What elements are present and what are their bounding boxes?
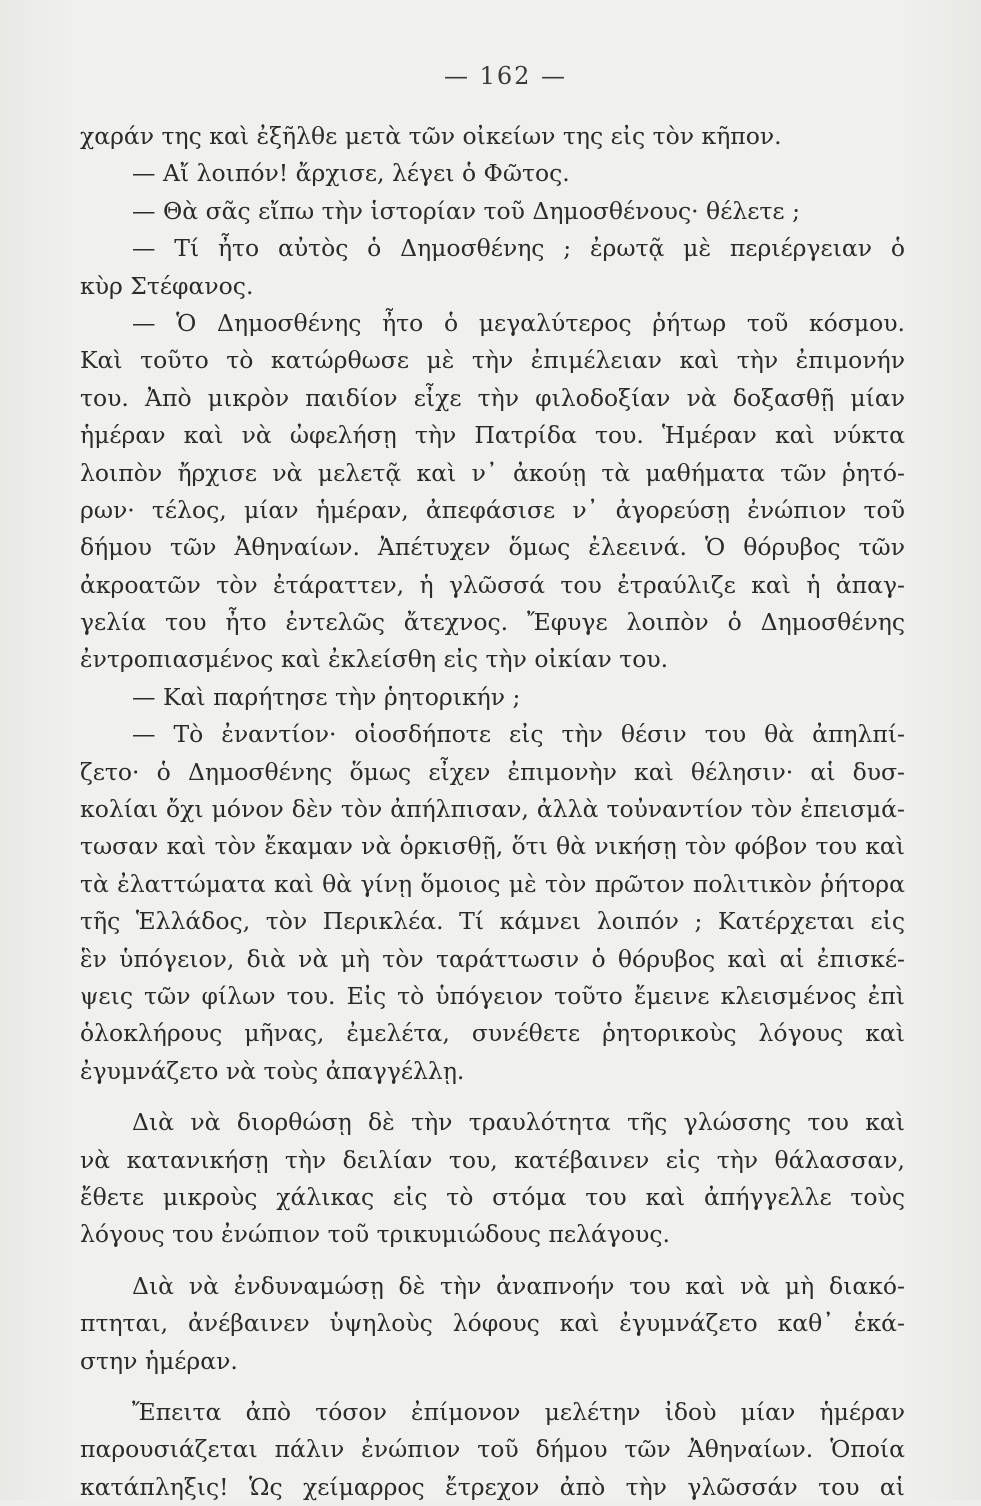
- text-line: ἔθετε μικροὺς χάλικας εἰς τὸ στόμα του καὶ ἀπήγγελλε τοὺς: [80, 1182, 905, 1211]
- text-line: ζετο· ὁ Δημοσθένης ὅμως εἶχεν ἐπιμονὴν καὶ θέλησιν· αἱ δυσ-: [80, 757, 905, 786]
- text-line: ἐντροπιασμένος καὶ ἐκλείσθη εἰς τὴν οἰκίαν του.: [80, 645, 669, 674]
- text-line: παρουσιάζεται πάλιν ἐνώπιον τοῦ δήμου τῶν Ἀθηναίων. Ὁποία: [80, 1435, 905, 1464]
- text-line: γελία του ἦτο ἐντελῶς ἄτεχνος. Ἔφυγε λοιπὸν ὁ Δημοσθένης: [80, 608, 905, 637]
- text-line: πτηται, ἀνέβαινεν ὑψηλοὺς λόφους καὶ ἐγυμνάζετο καθ᾽ ἑκά-: [80, 1309, 905, 1338]
- text-line: δήμου τῶν Ἀθηναίων. Ἀπέτυχεν ὅμως ἐλεεινά. Ὁ θόρυβος τῶν: [80, 533, 905, 562]
- text-line: κὺρ Στέφανος.: [80, 271, 254, 300]
- text-line: — Καὶ παρήτησε τὴν ῥητορικήν ;: [132, 682, 521, 711]
- text-line: νὰ κατανικήσῃ τὴν δειλίαν του, κατέβαινεν εἰς τὴν θάλασσαν,: [80, 1145, 905, 1174]
- text-line: τωσαν καὶ τὸν ἔκαμαν νὰ ὁρκισθῇ, ὅτι θὰ νικήσῃ τὸν φόβον του καὶ: [80, 832, 905, 861]
- text-line: — Τὸ ἐναντίον· οἱοσδήποτε εἰς τὴν θέσιν του θὰ ἀπηλπί-: [132, 720, 905, 749]
- text-line: του. Ἀπὸ μικρὸν παιδίον εἶχε τὴν φιλοδοξίαν νὰ δοξασθῇ μίαν: [80, 383, 905, 412]
- text-line: Διὰ νὰ ἐνδυναμώσῃ δὲ τὴν ἀναπνοήν του καὶ νὰ μὴ διακό-: [132, 1271, 905, 1300]
- text-line: κολίαι ὄχι μόνον δὲν τὸν ἀπήλπισαν, ἀλλὰ τοὐναντίον τὸν ἐπεισμά-: [80, 795, 905, 824]
- text-line: ἀκροατῶν τὸν ἐτάραττεν, ἡ γλῶσσά του ἐτραύλιζε καὶ ἡ ἀπαγ-: [80, 570, 905, 599]
- text-line: χαράν της καὶ ἐξῆλθε μετὰ τῶν οἰκείων της εἰς τὸν κῆπον.: [80, 122, 782, 150]
- text-line: τὰ ἐλαττώματα καὶ θὰ γίνῃ ὅμοιος μὲ τὸν πρῶτον πολιτικὸν ῥήτορα: [80, 869, 905, 898]
- body-text: [80, 118, 905, 1506]
- text-line: Καὶ τοῦτο τὸ κατώρθωσε μὲ τὴν ἐπιμέλειαν καὶ τὴν ἐπιμονήν: [80, 346, 905, 375]
- text-line: κατάπληξις! Ὡς χείμαρρος ἔτρεχον ἀπὸ τὴν γλῶσσάν του αἱ: [80, 1472, 905, 1501]
- text-line: ὁλοκλήρους μῆνας, ἐμελέτα, συνέθετε ῥητορικοὺς λόγους καὶ: [80, 1019, 905, 1048]
- page-number: — 162 —: [443, 62, 568, 90]
- text-line: ἓν ὑπόγειον, διὰ νὰ μὴ τὸν ταράττωσιν ὁ θόρυβος καὶ αἱ ἐπισκέ-: [80, 944, 905, 973]
- text-line: ρων· τέλος, μίαν ἡμέραν, ἀπεφάσισε ν᾽ ἀγορεύσῃ ἐνώπιον τοῦ: [80, 495, 905, 524]
- text-line: ἡμέραν καὶ νὰ ὠφελήσῃ τὴν Πατρίδα του. Ἡμέραν καὶ νύκτα: [80, 421, 905, 450]
- text-line: λοιπὸν ἤρχισε νὰ μελετᾷ καὶ ν᾽ ἀκούῃ τὰ μαθήματα τῶν ῥητό-: [80, 458, 905, 487]
- text-line: — Τί ἦτο αὐτὸς ὁ Δημοσθένης ; ἐρωτᾷ μὲ περιέργειαν ὁ: [132, 234, 905, 263]
- text-line: λόγους του ἐνώπιον τοῦ τρικυμιώδους πελάγους.: [80, 1220, 670, 1249]
- text-line: στην ἡμέραν.: [80, 1346, 238, 1375]
- text-line: ἐγυμνάζετο νὰ τοὺς ἀπαγγέλλῃ.: [80, 1056, 465, 1085]
- text-line: — Αἴ λοιπόν! ἄρχισε, λέγει ὁ Φῶτος.: [132, 159, 570, 188]
- text-line: — Ὁ Δημοσθένης ἦτο ὁ μεγαλύτερος ῥήτωρ τοῦ κόσμου.: [132, 308, 905, 337]
- text-line: τῆς Ἑλλάδος, τὸν Περικλέα. Τί κάμνει λοιπόν ; Κατέρχεται εἰς: [80, 907, 905, 936]
- text-line: Διὰ νὰ διορθώσῃ δὲ τὴν τραυλότητα τῆς γλώσσης του καὶ: [132, 1108, 905, 1137]
- text-line: ψεις τῶν φίλων του. Εἰς τὸ ὑπόγειον τοῦτο ἔμεινε κλεισμένος ἐπὶ: [80, 981, 905, 1010]
- text-line: Ἔπειτα ἀπὸ τόσον ἐπίμονον μελέτην ἰδοὺ μίαν ἡμέραν: [132, 1397, 905, 1426]
- text-line: — Θὰ σᾶς εἴπω τὴν ἱστορίαν τοῦ Δημοσθένους· θέλετε ;: [132, 196, 800, 225]
